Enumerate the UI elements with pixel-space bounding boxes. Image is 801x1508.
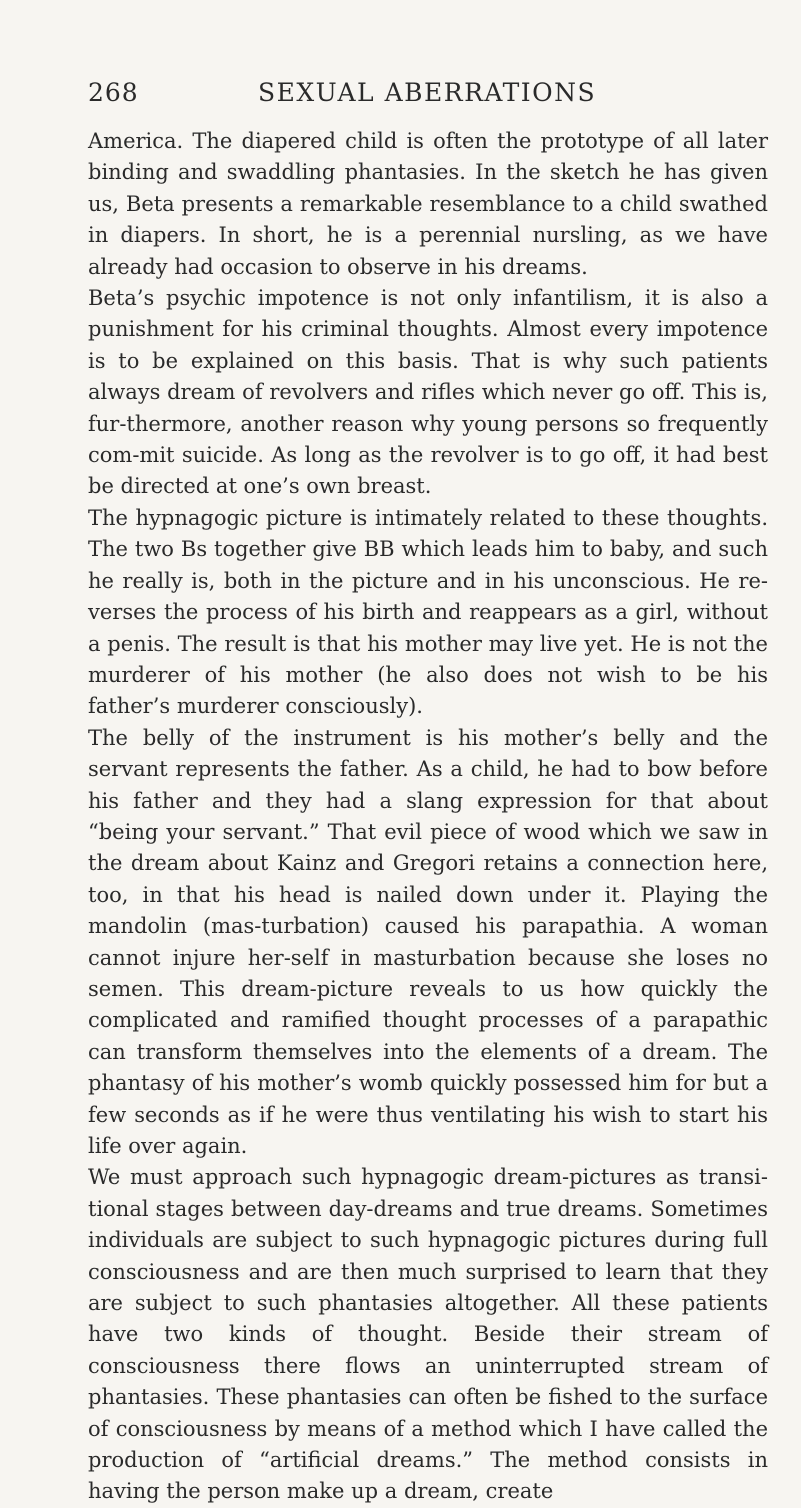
paragraph: We must approach such hypnagogic dream-pictures as transi-tional stages between day-dreams and true dreams. Sometimes individuals are subject to such hypnagogic pictures during full consciousness and are then much surprised to learn that they are subject to such phantasies altogether. All these patients have two kinds of thought. Beside their stream of consciousness there flows an uninterrupted stream of phantasies. These phantasies can often be fished to the surface of consciousness by means of a method which I have called the production of “artificial dreams.” The method consists in having the person make up a dream, create (88, 1165, 768, 1504)
paragraph: Beta’s psychic impotence is not only infantilism, it is also a punishment for his criminal thoughts. Almost every impotence is to be explained on this basis. That is why such patients always dream of revolvers and rifles which never go off. This is, fur-thermore, another reason why young persons so frequently com-mit suicide. As long as the revolver is to go off, it had best be directed at one’s own breast. (88, 286, 768, 499)
body-text (88, 126, 768, 1508)
page-number: 268 (88, 78, 139, 107)
running-head: SEXUAL ABERRATIONS (258, 78, 597, 107)
paragraph: The belly of the instrument is his mother’s belly and the servant represents the father. As a child, he had to bow before his father and they had a slang expression for that about “being your servant.” That evil piece of wood which we saw in the dream about Kainz and Gregori retains a connection here, too, in that his head is nailed down under it. Playing the mandolin (mas-turbation) caused his parapathia. A woman cannot injure her-self in masturbation because she loses no semen. This dream-picture reveals to us how quickly the complicated and ramified thought processes of a parapathic can transform themselves into the elements of a dream. The phantasy of his mother’s womb quickly possessed him for but a few seconds as if he were thus ventilating his wish to start his life over again. (88, 725, 768, 1158)
paragraph: The hypnagogic picture is intimately related to these thoughts. The two Bs together give BB which leads him to baby, and such he really is, both in the picture and in his unconscious. He re-verses the process of his birth and reappears as a girl, without a penis. The result is that his mother may live yet. He is not the murderer of his mother (he also does not wish to be his father’s murderer consciously). (88, 505, 768, 719)
paragraph: America. The diapered child is often the prototype of all later binding and swaddling phantasies. In the sketch he has given us, Beta presents a remarkable resemblance to a child swathed in diapers. In short, he is a perennial nursling, as we have already had occasion to observe in his dreams. (88, 129, 768, 279)
page-header (88, 78, 768, 118)
